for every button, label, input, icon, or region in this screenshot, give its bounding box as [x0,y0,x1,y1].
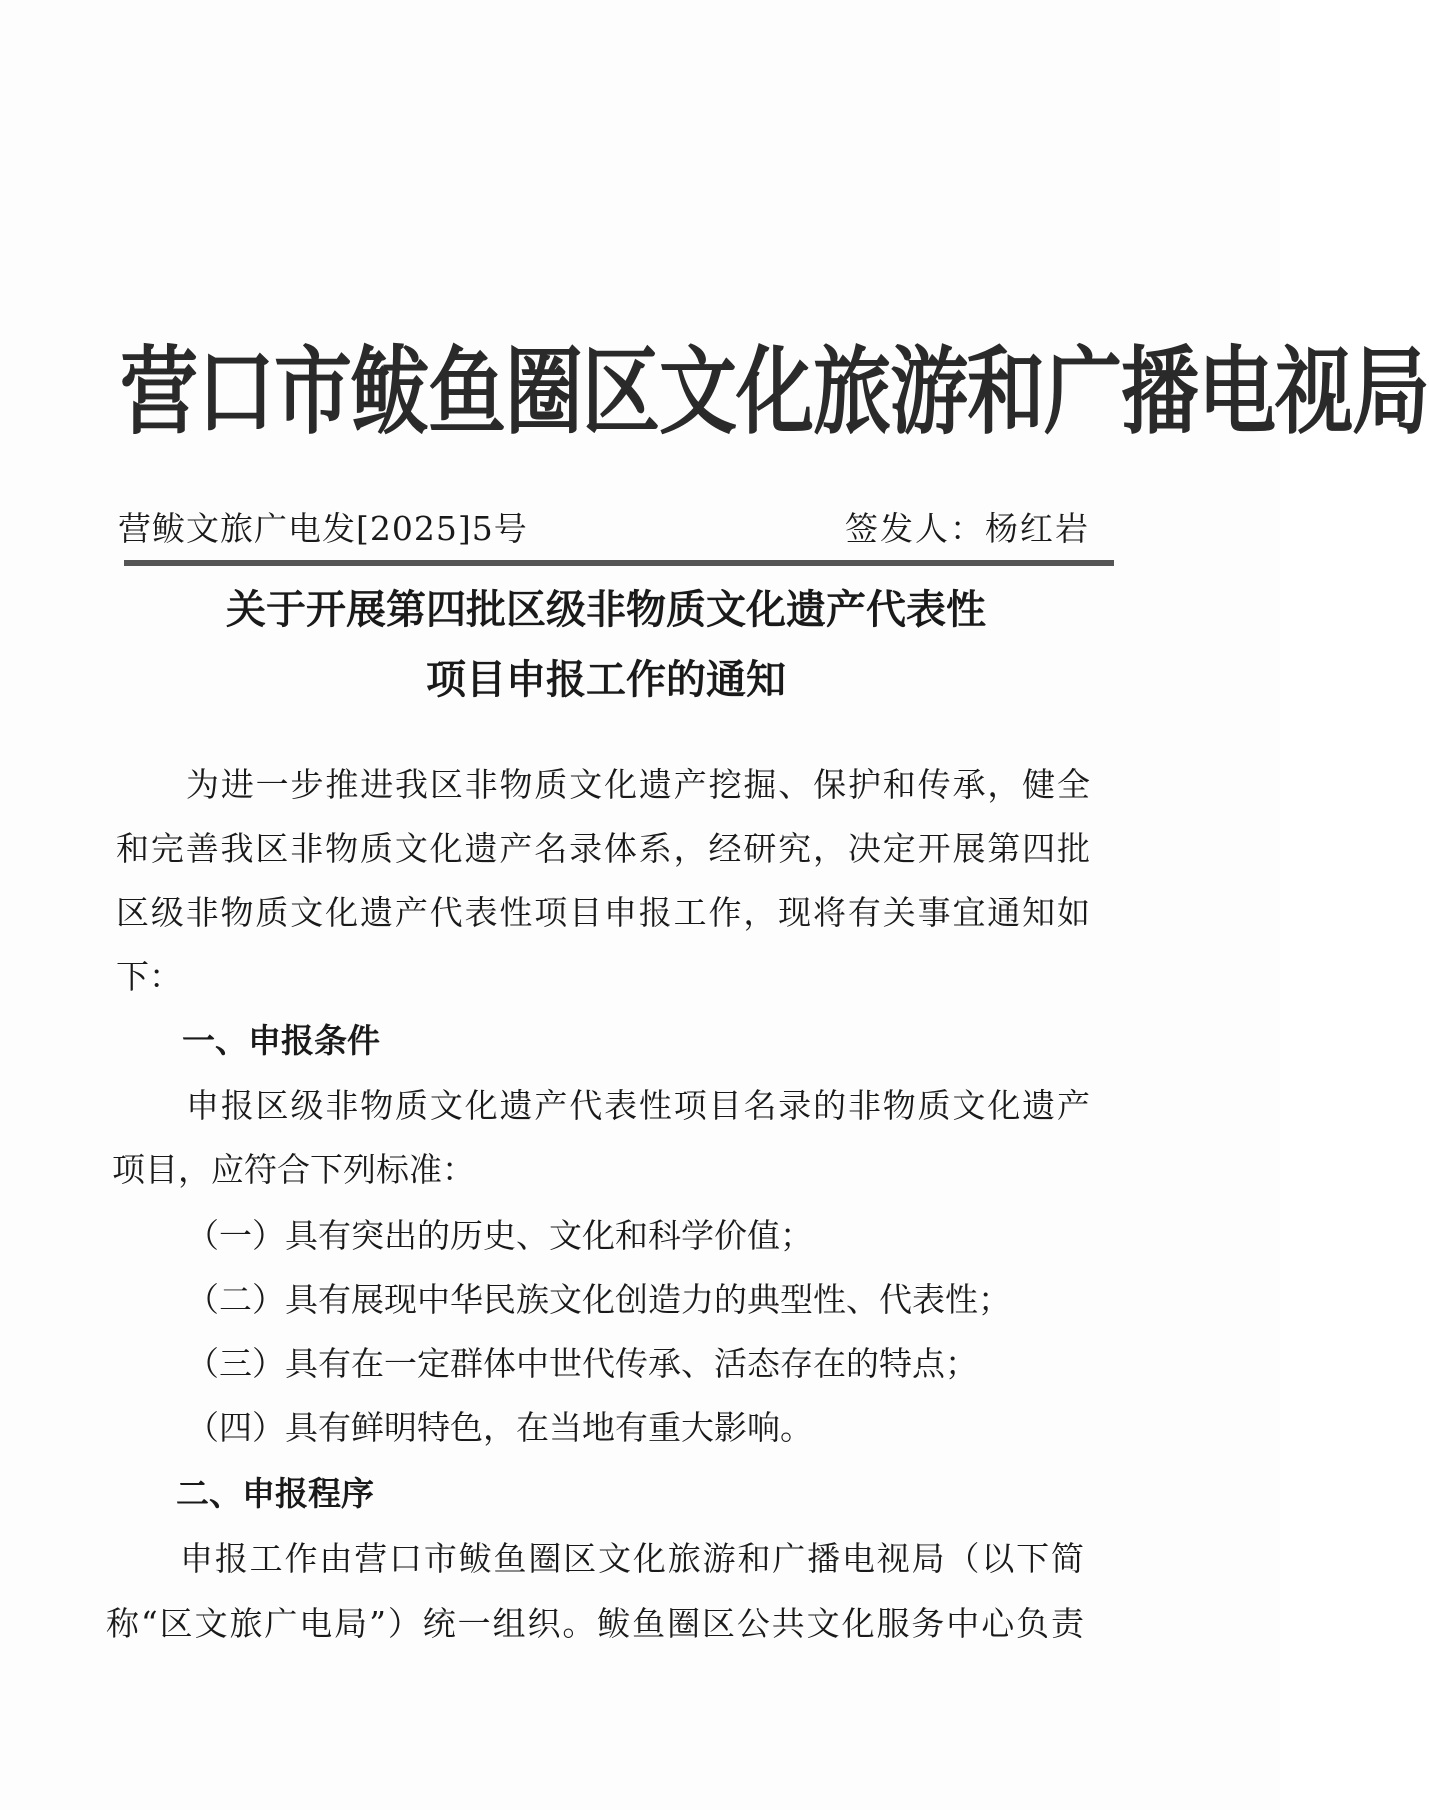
criterion-item: （一）具有突出的历史、文化和科学价值； [186,1216,813,1255]
criterion-item: （三）具有在一定群体中世代传承、活态存在的特点； [186,1344,978,1383]
document-title-line-1: 关于开展第四批区级非物质文化遗产代表性 [226,587,986,633]
intro-line-1: 为进一步推进我区非物质文化遗产挖掘、保护和传承，健全 [186,765,1090,804]
criterion-item: （四）具有鲜明特色，在当地有重大影响。 [186,1408,813,1447]
intro-line-4: 下： [116,957,182,996]
document-title-line-2: 项目申报工作的通知 [426,657,786,703]
criterion-item: （二）具有展现中华民族文化创造力的典型性、代表性； [186,1280,1011,1319]
section-heading-conditions: 一、申报条件 [182,1021,380,1060]
procedure-para-line-1: 申报工作由营口市鲅鱼圈区文化旅游和广播电视局（以下简 [180,1539,1084,1578]
intro-line-3: 区级非物质文化遗产代表性项目申报工作，现将有关事宜通知如 [116,893,1090,932]
procedure-para-line-2: 称“区文旅广电局”）统一组织。鲅鱼圈区公共文化服务中心负责 [106,1604,1084,1643]
conditions-para-line-1: 申报区级非物质文化遗产代表性项目名录的非物质文化遗产 [186,1086,1090,1125]
agency-header: 营口市鲅鱼圈区文化旅游和广播电视局 [120,338,1429,448]
section-heading-procedure: 二、申报程序 [176,1474,374,1513]
header-divider [124,560,1114,566]
intro-line-2: 和完善我区非物质文化遗产名录体系，经研究，决定开展第四批 [116,829,1090,868]
document-number: 营鲅文旅广电发[2025]5号 [118,509,528,548]
signer: 签发人：杨红岩 [845,509,1090,548]
conditions-para-line-2: 项目，应符合下列标准： [112,1150,475,1189]
